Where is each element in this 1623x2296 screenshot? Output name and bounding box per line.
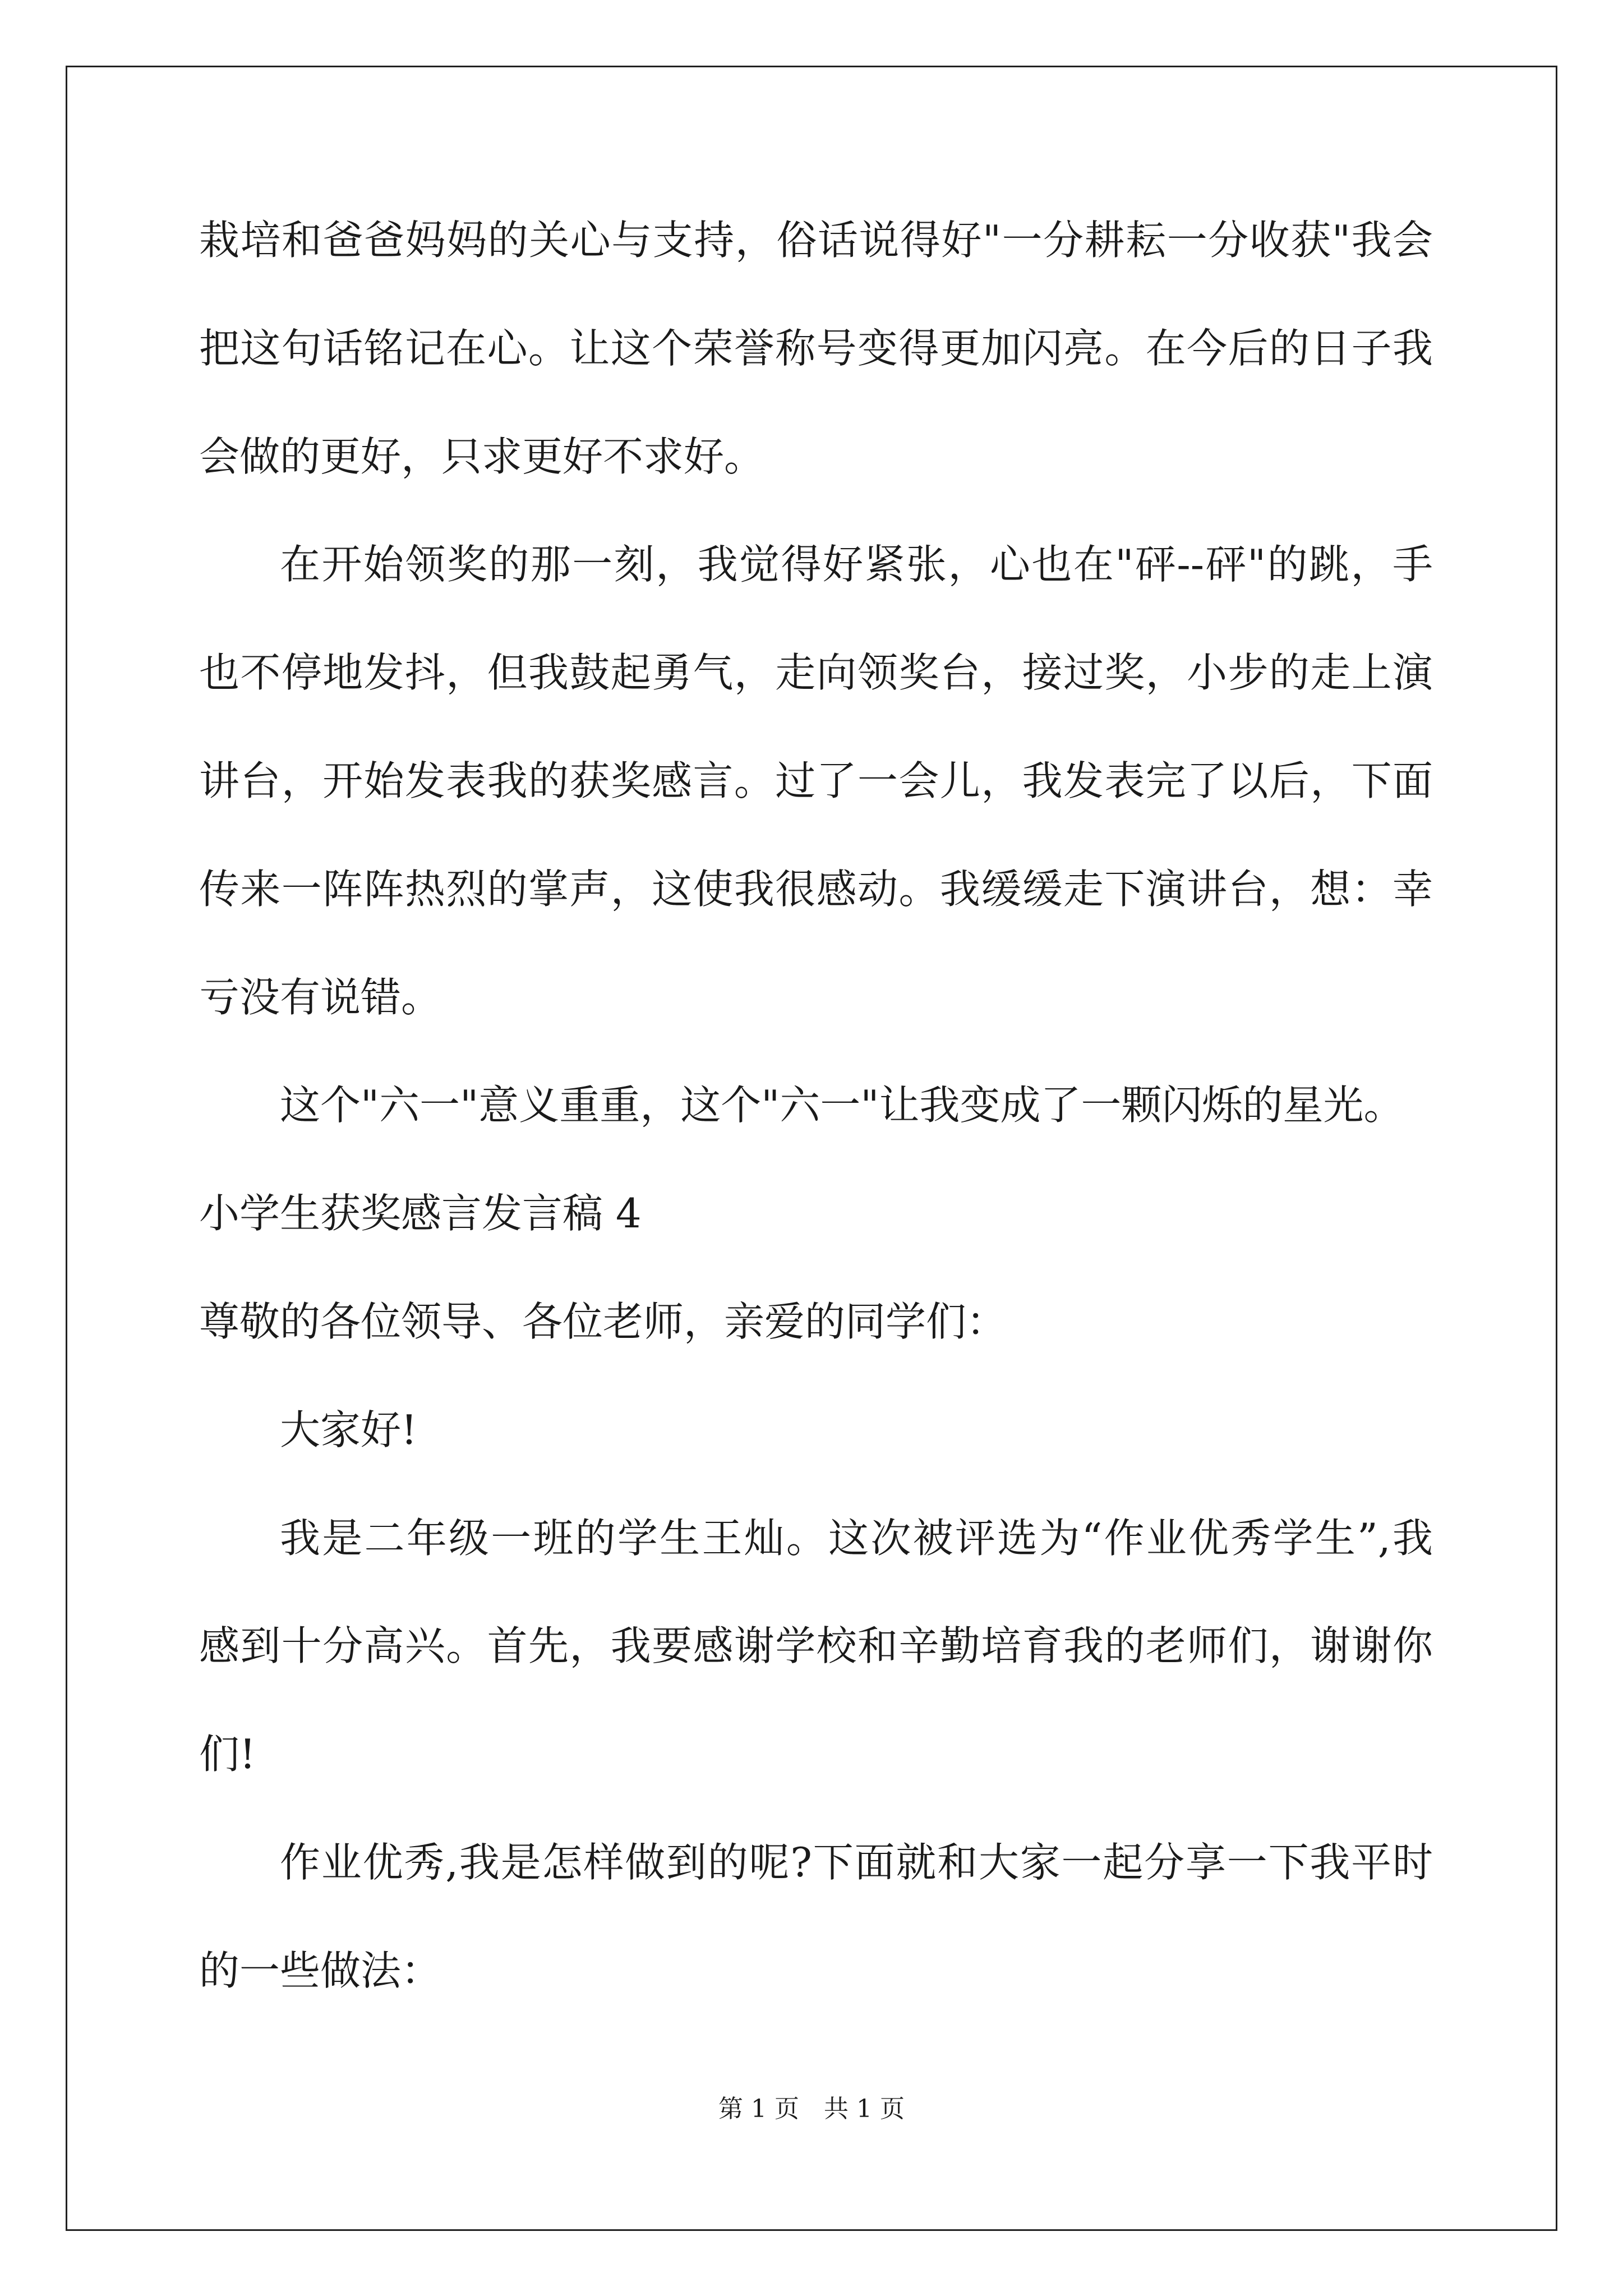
greeting: 大家好! — [280, 1406, 417, 1453]
page-footer: 第 1 页 共 1 页 — [718, 2095, 905, 2123]
page-border — [66, 66, 1557, 2231]
body-text-line: 栽培和爸爸妈妈的关心与支持，俗话说得好"一分耕耘一分收获"我会 — [199, 217, 1433, 264]
paragraph-start-line: 我是二年级一班的学生王灿。这次被评选为“作业优秀学生”,我 — [280, 1515, 1433, 1562]
paragraph-start-line: 作业优秀,我是怎样做到的呢?下面就和大家一起分享一下我平时 — [280, 1839, 1433, 1886]
body-text-line: 把这句话铭记在心。让这个荣誉称号变得更加闪亮。在今后的日子我 — [199, 325, 1433, 372]
salutation: 尊敬的各位领导、各位老师，亲爱的同学们： — [199, 1298, 1007, 1345]
body-text-line: 会做的更好，只求更好不求好。 — [199, 433, 765, 480]
paragraph-start-line: 这个"六一"意义重重，这个"六一"让我变成了一颗闪烁的星光。 — [280, 1082, 1404, 1129]
body-text-line: 们! — [199, 1731, 256, 1778]
body-text-line: 也不停地发抖，但我鼓起勇气，走向领奖台，接过奖，小步的走上演 — [199, 649, 1433, 696]
section-heading: 小学生获奖感言发言稿 4 — [199, 1190, 642, 1237]
body-text-line: 传来一阵阵热烈的掌声，这使我很感动。我缓缓走下演讲台，想：幸 — [199, 866, 1433, 913]
body-text-line: 讲台，开始发表我的获奖感言。过了一会儿，我发表完了以后，下面 — [199, 757, 1433, 804]
paragraph-start-line: 在开始领奖的那一刻，我觉得好紧张，心也在"砰--砰"的跳，手 — [280, 541, 1433, 588]
body-text-line: 亏没有说错。 — [199, 974, 442, 1021]
body-text-line: 感到十分高兴。首先，我要感谢学校和辛勤培育我的老师们，谢谢你 — [199, 1622, 1433, 1669]
body-text-line: 的一些做法： — [199, 1947, 442, 1994]
